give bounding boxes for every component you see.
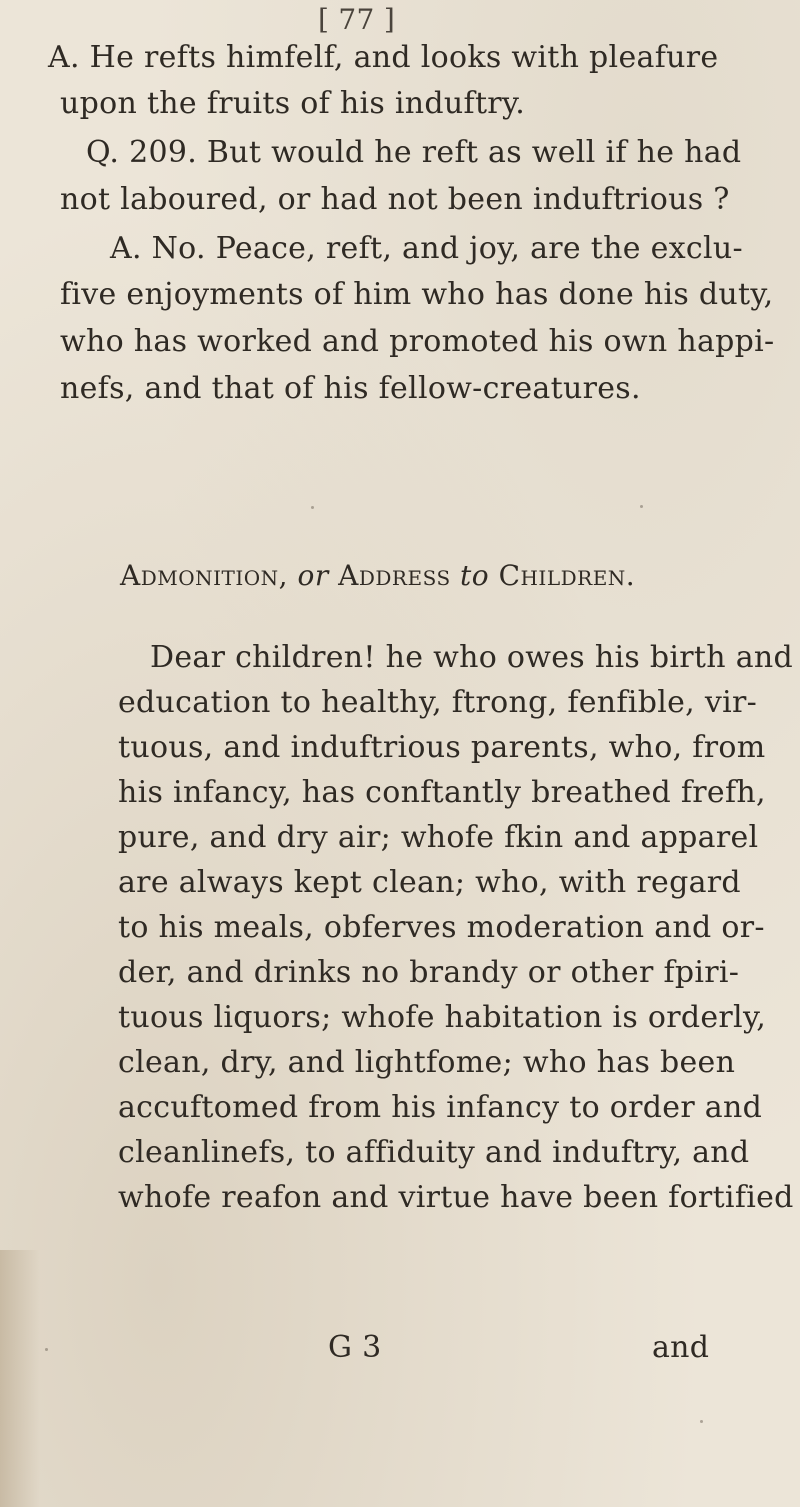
heading-address: Address bbox=[338, 559, 451, 592]
catchword: and bbox=[652, 1330, 710, 1365]
heading-or: or bbox=[297, 559, 329, 592]
body-line-12: cleanlinefs, to affiduity and induftry, and bbox=[118, 1135, 750, 1170]
ink-speck bbox=[640, 505, 643, 508]
signature-mark: G 3 bbox=[328, 1330, 382, 1365]
body-line-8: der, and drinks no brandy or other fpiri- bbox=[118, 955, 740, 990]
heading-admonition: Admonition, bbox=[120, 559, 289, 592]
heading-children: Children. bbox=[498, 559, 636, 592]
body-line-11: accuftomed from his infancy to order and bbox=[118, 1090, 763, 1125]
body-line-2: education to healthy, ftrong, fenfible, vir- bbox=[118, 685, 758, 720]
ink-speck bbox=[45, 1348, 48, 1351]
page-number: [ 77 ] bbox=[318, 3, 396, 36]
question-209-line-1: Q. 209. But would he reft as well if he had bbox=[86, 135, 742, 170]
answer-no-line-3: who has worked and promoted his own happi- bbox=[60, 324, 775, 359]
answer-line-2: upon the fruits of his induftry. bbox=[60, 86, 526, 121]
answer-no-line-4: nefs, and that of his fellow-creatures. bbox=[60, 371, 641, 406]
heading-to: to bbox=[460, 559, 490, 592]
ink-speck bbox=[700, 1420, 703, 1423]
answer-no-line-2: five enjoyments of him who has done his duty, bbox=[60, 277, 774, 312]
body-line-3: tuous, and induftrious parents, who, from bbox=[118, 730, 766, 765]
ink-speck bbox=[311, 506, 314, 509]
body-line-7: to his meals, obferves moderation and or- bbox=[118, 910, 765, 945]
question-209-line-2: not laboured, or had not been induftrious ? bbox=[60, 182, 730, 217]
answer-no-line-1: A. No. Peace, reft, and joy, are the exclu- bbox=[110, 231, 743, 266]
body-line-6: are always kept clean; who, with regard bbox=[118, 865, 741, 900]
body-line-1: Dear children! he who owes his birth and bbox=[150, 640, 794, 675]
body-line-13: whofe reafon and virtue have been fortified bbox=[118, 1180, 794, 1215]
body-line-4: his infancy, has conftantly breathed frefh, bbox=[118, 775, 766, 810]
body-line-10: clean, dry, and lightfome; who has been bbox=[118, 1045, 736, 1080]
body-line-9: tuous liquors; whofe habitation is orderly, bbox=[118, 1000, 767, 1035]
answer-line-1: A. He refts himfelf, and looks with pleafure bbox=[48, 40, 719, 75]
section-heading bbox=[120, 558, 635, 594]
page-edge-stain bbox=[0, 1250, 40, 1507]
body-line-5: pure, and dry air; whofe fkin and apparel bbox=[118, 820, 759, 855]
